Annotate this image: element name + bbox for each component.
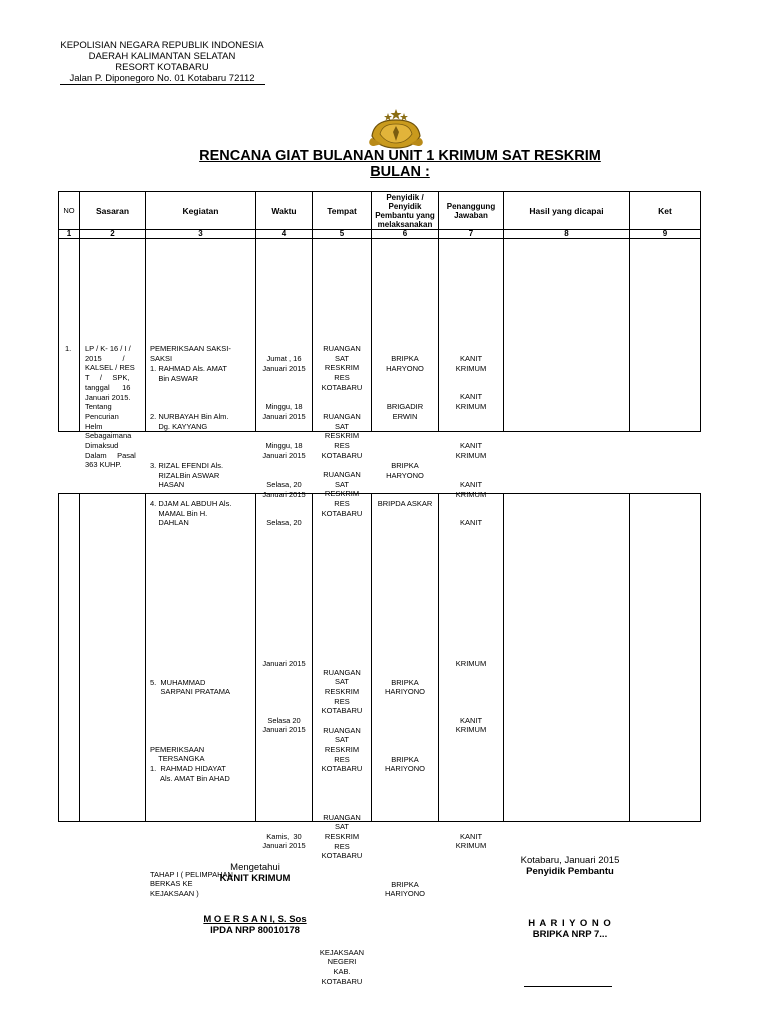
waktu-text: Minggu, 18 Januari 2015 xyxy=(262,441,306,460)
signature-left-name: M O E R S A N I, S. Sos xyxy=(203,914,307,925)
waktu-text: Jumat , 16 Januari 2015 xyxy=(262,354,306,373)
signature-left xyxy=(180,862,330,884)
table-header-row xyxy=(59,192,701,230)
waktu-text: Selasa, 20 xyxy=(266,518,302,527)
table-number-row xyxy=(59,230,701,239)
penanggung-jawab-text: KANIT KRIMUM xyxy=(455,831,487,851)
letterhead-line-institution: KEPOLISIAN NEGARA REPUBLIK INDONESIA xyxy=(60,40,264,51)
waktu-text: Selasa, 20 Januari 2015 xyxy=(262,480,306,499)
signature-right-place-date: Kotabaru, Januari 2015 xyxy=(520,855,620,866)
table-row xyxy=(59,239,701,432)
document-subtitle xyxy=(140,164,660,180)
signature-right-position: Penyidik Pembantu xyxy=(526,866,614,877)
penyidik-text: BRIPDA ASKAR xyxy=(377,499,433,508)
col-header-kegiatan: Kegiatan xyxy=(146,192,256,230)
penyidik-text: BRIPKA HARIYONO xyxy=(384,754,425,774)
document-title xyxy=(140,148,660,164)
signature-right-nrp: BRIPKA NRP 7... xyxy=(532,929,608,940)
letterhead-line-address: Jalan P. Diponegoro No. 01 Kotabaru 72112 xyxy=(69,73,255,84)
penanggung-jawab-text: KANIT KRIMUM xyxy=(455,392,487,411)
penyidik-text: BRIPKA HARIYONO xyxy=(384,677,425,697)
letterhead xyxy=(58,40,266,84)
penanggung-jawab-text: KANIT xyxy=(459,518,483,527)
kegiatan-item: TAHAP I ( PELIMPAHAN BERKAS KE KEJAKSAAN ) xyxy=(150,869,233,898)
penanggung-jawab-text: KRIMUM xyxy=(455,658,487,668)
col-header-penyidik: Penyidik / Penyidik Pembantu yang melaksanakan xyxy=(372,192,439,230)
tempat-text: KEJAKSAAN NEGERI KAB. KOTABARU xyxy=(319,947,365,986)
table-row xyxy=(59,494,701,822)
col-header-no: NO xyxy=(59,192,80,230)
col-number: 3 xyxy=(146,230,256,239)
kegiatan-heading: PEMERIKSAAN SAKSI- SAKSI xyxy=(150,344,231,363)
tempat-text: RUANGAN SAT RESKRIM RES KOTABARU xyxy=(321,812,363,861)
hasil-cell xyxy=(504,494,630,822)
col-number: 2 xyxy=(80,230,146,239)
penyidik-text: BRIPKA HARYONO xyxy=(386,461,424,480)
signature-line xyxy=(524,986,612,987)
sasaran-cell xyxy=(80,494,146,822)
tempat-text: RUANGAN SAT RESKRIM RES KOTABARU xyxy=(321,344,363,392)
tempat-text: RUANGAN SAT RESKRIM RES KOTABARU xyxy=(321,725,363,774)
col-number: 9 xyxy=(630,230,701,239)
col-number: 8 xyxy=(504,230,630,239)
no-cell xyxy=(59,494,80,822)
letterhead-underline xyxy=(60,84,265,85)
col-header-penanggung-jawaban: Penanggung Jawaban xyxy=(439,192,504,230)
col-number: 4 xyxy=(256,230,313,239)
signature-left-label: Mengetahui xyxy=(230,862,280,873)
kegiatan-item: 1. RAHMAD Als. AMAT Bin ASWAR xyxy=(150,364,227,383)
kegiatan-item: 3. RIZAL EFENDI Als. RIZALBin ASWAR HASAN xyxy=(150,461,224,490)
col-number: 6 xyxy=(372,230,439,239)
tempat-text: RUANGAN SAT RESKRIM RES KOTABARU xyxy=(321,470,363,518)
kegiatan-item: PEMERIKSAAN TERSANGKA 1. RAHMAD HIDAYAT Als. AMAT Bin AHAD xyxy=(150,744,230,783)
col-header-hasil: Hasil yang dicapai xyxy=(504,192,630,230)
letterhead-line-region: DAERAH KALIMANTAN SELATAN xyxy=(88,51,236,62)
document-title-line1: RENCANA GIAT BULANAN UNIT 1 KRIMUM SAT RESKRIM xyxy=(199,148,601,164)
ket-cell xyxy=(630,494,701,822)
col-number: 7 xyxy=(439,230,504,239)
activity-table-page1 xyxy=(58,191,701,528)
penanggung-jawab-text: KANIT KRIMUM xyxy=(455,480,487,499)
penanggung-jawab-text: KANIT KRIMUM xyxy=(455,354,487,373)
signature-left-position: KANIT KRIMUM xyxy=(219,873,291,884)
penyidik-text: BRIPKA HARIYONO xyxy=(384,879,425,899)
signature-left-name-block xyxy=(180,914,330,936)
signature-right-name: H A R I Y O N O xyxy=(528,918,612,929)
row-number: 1. xyxy=(65,344,72,353)
penyidik-text: BRIPKA HARYONO xyxy=(386,354,424,373)
signature-right xyxy=(490,855,650,877)
col-header-sasaran: Sasaran xyxy=(80,192,146,230)
tempat-text: RUANGAN SAT RESKRIM RES KOTABARU xyxy=(321,412,363,460)
waktu-text: Selasa 20 Januari 2015 xyxy=(262,715,306,735)
waktu-text: Kamis, 30 Januari 2015 xyxy=(262,831,306,851)
col-header-ket: Ket xyxy=(630,192,701,230)
col-header-tempat: Tempat xyxy=(313,192,372,230)
penanggung-jawab-text: KANIT KRIMUM xyxy=(455,441,487,460)
kegiatan-item: 5. MUHAMMAD SARPANI PRATAMA xyxy=(150,677,231,697)
penanggung-jawab-text: KANIT KRIMUM xyxy=(455,715,487,735)
signature-left-nrp: IPDA NRP 80010178 xyxy=(210,925,300,936)
waktu-text: Januari 2015 xyxy=(262,658,306,668)
letterhead-line-resort: RESORT KOTABARU xyxy=(115,62,209,73)
sasaran-text: LP / K- 16 / I / 2015 / KALSEL / RES T / SPK, tanggal 16 Januari 2015. Tentang Pencurian Helm Sebagaimana Dimaksud Dalam Pasal 363 KUHP. xyxy=(85,344,136,470)
kegiatan-item: 2. NURBAYAH Bin Alm. Dg. KAYYANG xyxy=(150,412,229,431)
hasil-cell xyxy=(504,239,630,432)
signature-right-name-block xyxy=(490,918,650,940)
col-header-waktu: Waktu xyxy=(256,192,313,230)
col-number: 5 xyxy=(313,230,372,239)
col-number: 1 xyxy=(59,230,80,239)
ket-cell xyxy=(630,239,701,432)
kegiatan-item: 4. DJAM AL ABDUH Als. MAMAL Bin H. DAHLAN xyxy=(150,499,232,528)
waktu-text: Minggu, 18 Januari 2015 xyxy=(262,402,306,421)
police-emblem-icon xyxy=(366,108,426,150)
document-title-line2: BULAN : xyxy=(370,164,430,180)
penyidik-text: BRIGADIR ERWIN xyxy=(386,402,424,421)
tempat-text: RUANGAN SAT RESKRIM RES KOTABARU xyxy=(321,667,363,716)
